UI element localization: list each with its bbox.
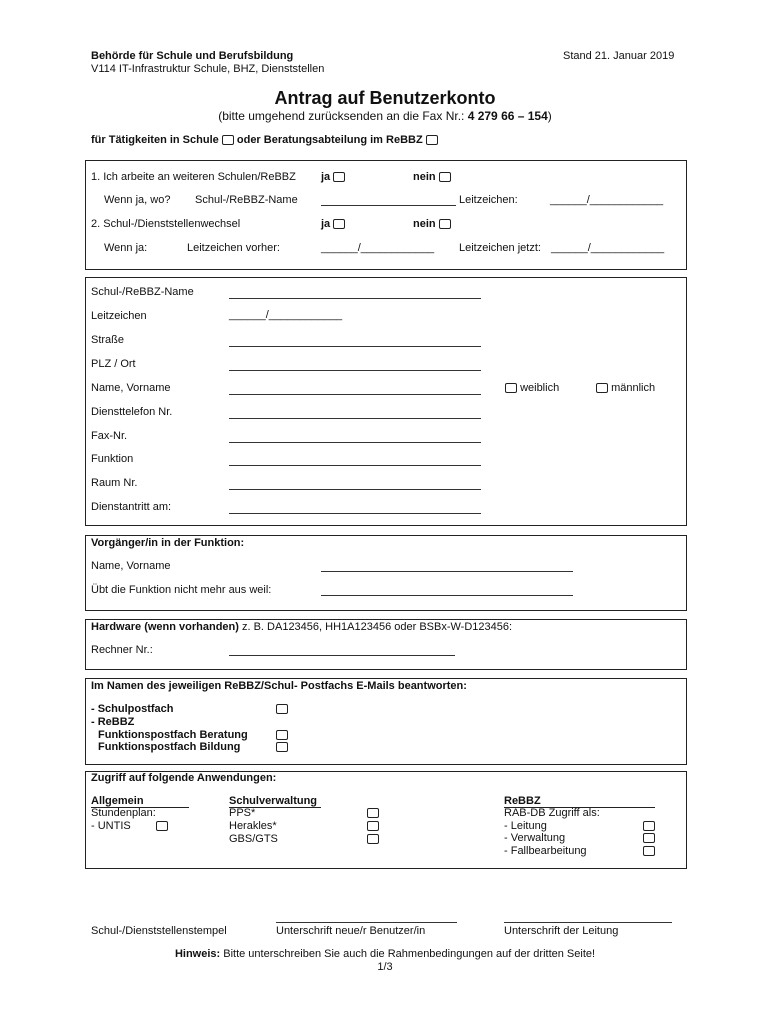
scope-rebbz-label: oder Beratungsabteilung im ReBBZ — [236, 134, 423, 146]
q1-no-checkbox[interactable] — [439, 172, 451, 182]
zip-city-input[interactable] — [229, 370, 481, 371]
field-zip-city: PLZ / Ort — [91, 358, 136, 370]
stamp-label: Schul-/Dienststellenstempel — [91, 925, 227, 937]
q2-label: 2. Schul-/Dienststellenwechsel — [91, 218, 241, 230]
section-applications — [85, 771, 687, 869]
department-name: V114 IT-Infrastruktur Schule, BHZ, Dienststellen — [91, 63, 325, 75]
mailbox-consulting: Funktionspostfach Beratung — [98, 729, 248, 741]
gbs-gts-label: GBS/GTS — [229, 833, 278, 845]
mailbox-consulting-checkbox[interactable] — [276, 730, 288, 740]
q2-no-checkbox[interactable] — [439, 219, 451, 229]
form-date: Stand 21. Januar 2019 — [563, 50, 675, 62]
applications-title: Zugriff auf folgende Anwendungen: — [91, 772, 277, 784]
pps-label: PPS* — [229, 807, 256, 819]
lead-role-checkbox[interactable] — [643, 821, 655, 831]
mailbox-school-checkbox[interactable] — [276, 704, 288, 714]
male-checkbox[interactable] — [596, 383, 608, 393]
lead-signature-line[interactable] — [504, 922, 672, 923]
field-school-name: Schul-/ReBBZ-Name — [91, 286, 194, 298]
page-number: 1/3 — [377, 961, 393, 973]
lead-role-label: - Leitung — [504, 820, 547, 832]
field-ref: Leitzeichen — [91, 310, 147, 322]
computer-label: Rechner Nr.: — [91, 644, 153, 656]
q1-label: 1. Ich arbeite an weiteren Schulen/ReBBZ — [91, 171, 296, 183]
casework-role-label: - Fallbearbeitung — [504, 845, 587, 857]
predecessor-reason-label: Übt die Funktion nicht mehr aus weil: — [91, 584, 272, 596]
hint-note — [0, 948, 770, 960]
q2-no — [413, 218, 451, 230]
female-checkbox[interactable] — [505, 383, 517, 393]
male-option — [596, 382, 655, 394]
untis-label: - UNTIS — [91, 820, 131, 832]
form-subtitle — [0, 109, 770, 123]
start-date-input[interactable] — [229, 513, 481, 514]
function-input[interactable] — [229, 465, 481, 466]
pps-checkbox[interactable] — [367, 808, 379, 818]
gbs-gts-checkbox[interactable] — [367, 834, 379, 844]
mailbox-title: Im Namen des jeweiligen ReBBZ/Schul- Postfachs E-Mails beantworten: — [91, 680, 467, 692]
ref-blank[interactable]: ______/____________ — [550, 194, 664, 206]
predecessor-name-input[interactable] — [321, 571, 573, 572]
q2-no-label: nein — [413, 218, 436, 230]
q2-yes-label: ja — [321, 218, 331, 230]
lead-signature-label: Unterschrift der Leitung — [504, 925, 619, 937]
hint-bold: Hinweis: — [174, 948, 221, 960]
q1-yes-checkbox[interactable] — [333, 172, 345, 182]
user-signature-label: Unterschrift neue/r Benutzer/in — [276, 925, 426, 937]
rab-db-label: RAB-DB Zugriff als: — [504, 807, 600, 819]
computer-input[interactable] — [229, 655, 455, 656]
hint-text: Bitte unterschreiben Sie auch die Rahmenbedingungen auf der dritten Seite! — [220, 948, 596, 960]
q1-yes-label: ja — [321, 171, 331, 183]
herakles-label: Herakles* — [229, 820, 277, 832]
fax-number: 4 279 66 – 154 — [467, 109, 548, 123]
subtitle-prefix: (bitte umgehend zurücksenden an die Fax Nr.: — [218, 109, 468, 123]
hardware-title — [91, 621, 512, 633]
q2-yes-checkbox[interactable] — [333, 219, 345, 229]
subtitle-suffix: ) — [547, 109, 552, 123]
general-heading: Allgemein — [91, 795, 189, 808]
q1-no — [413, 171, 451, 183]
authority-name: Behörde für Schule und Berufsbildung — [91, 50, 294, 62]
field-function: Funktion — [91, 453, 134, 465]
mailbox-education-checkbox[interactable] — [276, 742, 288, 752]
timetable-label: Stundenplan: — [91, 807, 156, 819]
admin-role-label: - Verwaltung — [504, 832, 566, 844]
ref-prev-label: Leitzeichen vorher: — [187, 242, 280, 254]
untis-checkbox[interactable] — [156, 821, 168, 831]
hardware-title-rest: z. B. DA123456, HH1A123456 oder BSBx-W-D123456: — [238, 621, 513, 633]
scope-school-label: für Tätigkeiten in Schule — [91, 134, 219, 146]
predecessor-reason-input[interactable] — [321, 595, 573, 596]
q1-no-label: nein — [413, 171, 436, 183]
form-title: Antrag auf Benutzerkonto — [274, 88, 496, 108]
male-label: männlich — [611, 382, 656, 394]
predecessor-name-label: Name, Vorname — [91, 560, 171, 572]
fax-input[interactable] — [229, 442, 481, 443]
school-name-line[interactable] — [321, 205, 456, 206]
mailbox-rebbz: - ReBBZ — [91, 716, 135, 728]
hardware-title-bold: Hardware (wenn vorhanden) — [91, 621, 239, 633]
q2-yes — [321, 218, 345, 230]
mailbox-school: - Schulpostfach — [91, 703, 174, 715]
field-start-date: Dienstantritt am: — [91, 501, 172, 513]
school-name-input[interactable] — [229, 298, 481, 299]
field-street: Straße — [91, 334, 125, 346]
casework-role-checkbox[interactable] — [643, 846, 655, 856]
herakles-checkbox[interactable] — [367, 821, 379, 831]
female-label: weiblich — [520, 382, 560, 394]
rebbz-heading: ReBBZ — [504, 795, 655, 808]
ref-label: Leitzeichen: — [459, 194, 518, 206]
where-label: Wenn ja, wo? — [104, 194, 171, 206]
school-admin-heading: Schulverwaltung — [229, 795, 321, 808]
ref-input[interactable]: ______/____________ — [229, 309, 343, 321]
field-phone: Diensttelefon Nr. — [91, 406, 173, 418]
street-input[interactable] — [229, 346, 481, 347]
scope-line — [91, 134, 438, 146]
user-signature-line[interactable] — [276, 922, 457, 923]
field-name: Name, Vorname — [91, 382, 171, 394]
if-yes-label: Wenn ja: — [104, 242, 148, 254]
room-input[interactable] — [229, 489, 481, 490]
school-name-label: Schul-/ReBBZ-Name — [195, 194, 298, 206]
field-room: Raum Nr. — [91, 477, 138, 489]
name-input[interactable] — [229, 394, 481, 395]
admin-role-checkbox[interactable] — [643, 833, 655, 843]
ref-now-label: Leitzeichen jetzt: — [459, 242, 541, 254]
phone-input[interactable] — [229, 418, 481, 419]
female-option — [505, 382, 559, 394]
mailbox-education: Funktionspostfach Bildung — [98, 741, 241, 753]
predecessor-title: Vorgänger/in in der Funktion: — [91, 537, 245, 549]
rebbz-checkbox[interactable] — [426, 135, 438, 145]
school-checkbox[interactable] — [222, 135, 234, 145]
ref-now-blank[interactable]: ______/____________ — [551, 242, 665, 254]
q1-yes — [321, 171, 345, 183]
ref-prev-blank[interactable]: ______/____________ — [321, 242, 435, 254]
field-fax: Fax-Nr. — [91, 430, 128, 442]
